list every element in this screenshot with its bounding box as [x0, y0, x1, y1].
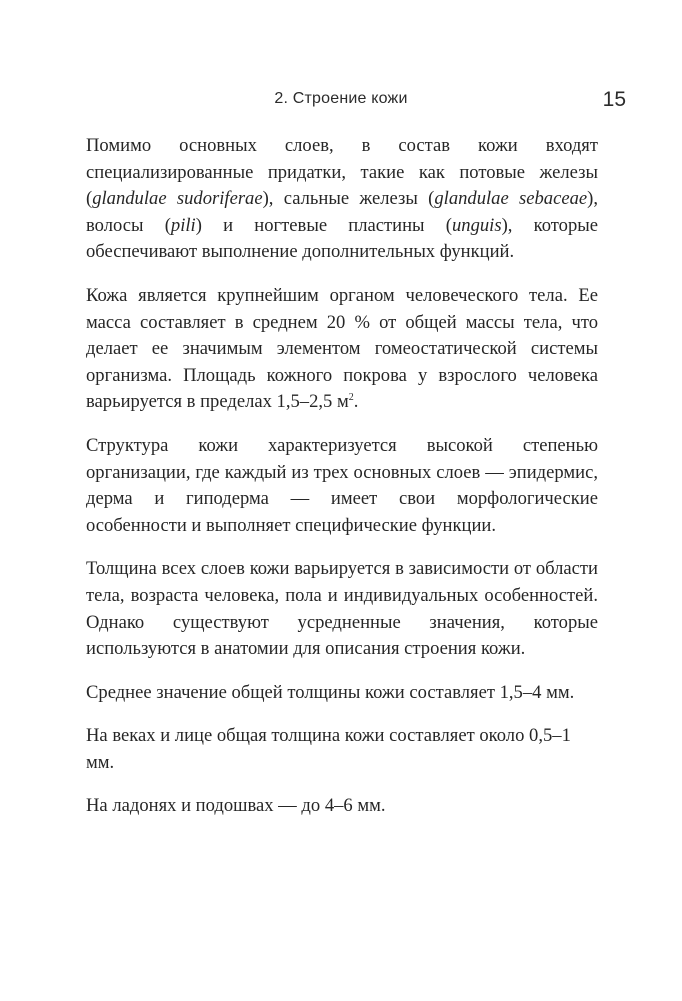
text-span: .: [353, 391, 359, 413]
superscript: 2: [348, 392, 354, 404]
page-body: [86, 133, 598, 837]
text-span: ) и ногтевые пластины (: [195, 214, 452, 236]
text-span: ), волосы (: [86, 188, 599, 236]
latin-term: glandulae sebaceae: [434, 188, 588, 210]
text-span: ), сальные железы (: [262, 188, 435, 210]
paragraph-eyelids-face: На веках и лице общая толщина кожи составляет около 0,5–1 мм.: [86, 725, 571, 773]
paragraph-skin-thickness: Толщина всех слоев кожи варьируется в зависимости от области тела, возраста человека, пола и индивидуальных особенностей. Однако существуют усредненные значения, которые используются в анатомии для описания строения кожи.: [86, 558, 598, 660]
page-number: 15: [602, 88, 626, 111]
paragraph-palms-soles: На ладонях и подошвах — до 4–6 мм.: [86, 795, 386, 817]
latin-term: pili: [170, 214, 196, 236]
paragraph-skin-mass: [86, 283, 598, 416]
paragraph-skin-appendages: [86, 133, 598, 266]
chapter-title: 2. Строение кожи: [274, 90, 408, 107]
running-header: [0, 88, 682, 114]
paragraph-average-thickness: Среднее значение общей толщины кожи составляет 1,5–4 мм.: [86, 681, 575, 703]
latin-term: glandulae sudoriferae: [92, 188, 263, 210]
text-span: Кожа является крупнейшим органом человеческого тела. Ее масса составляет в среднем 20 % от общей массы тела, что делает ее значимым элементом гомеостатической системы организма. Площадь кожного покрова у взрослого человека варьируется в пределах 1,5–2,5 м: [86, 284, 598, 413]
text-span: Помимо основных слоев, в состав кожи входят специализированные придатки, такие как потовые железы (: [86, 135, 598, 210]
text-span: ), которые обеспечивают выполнение дополнительных функций.: [86, 214, 598, 263]
latin-term: unguis: [451, 214, 502, 236]
paragraph-skin-structure: Структура кожи характеризуется высокой степенью организации, где каждый из трех основных слоев — эпидермис, дерма и гиподерма — имеет свои морфологические особенности и выполняет специфические функции.: [86, 434, 598, 536]
